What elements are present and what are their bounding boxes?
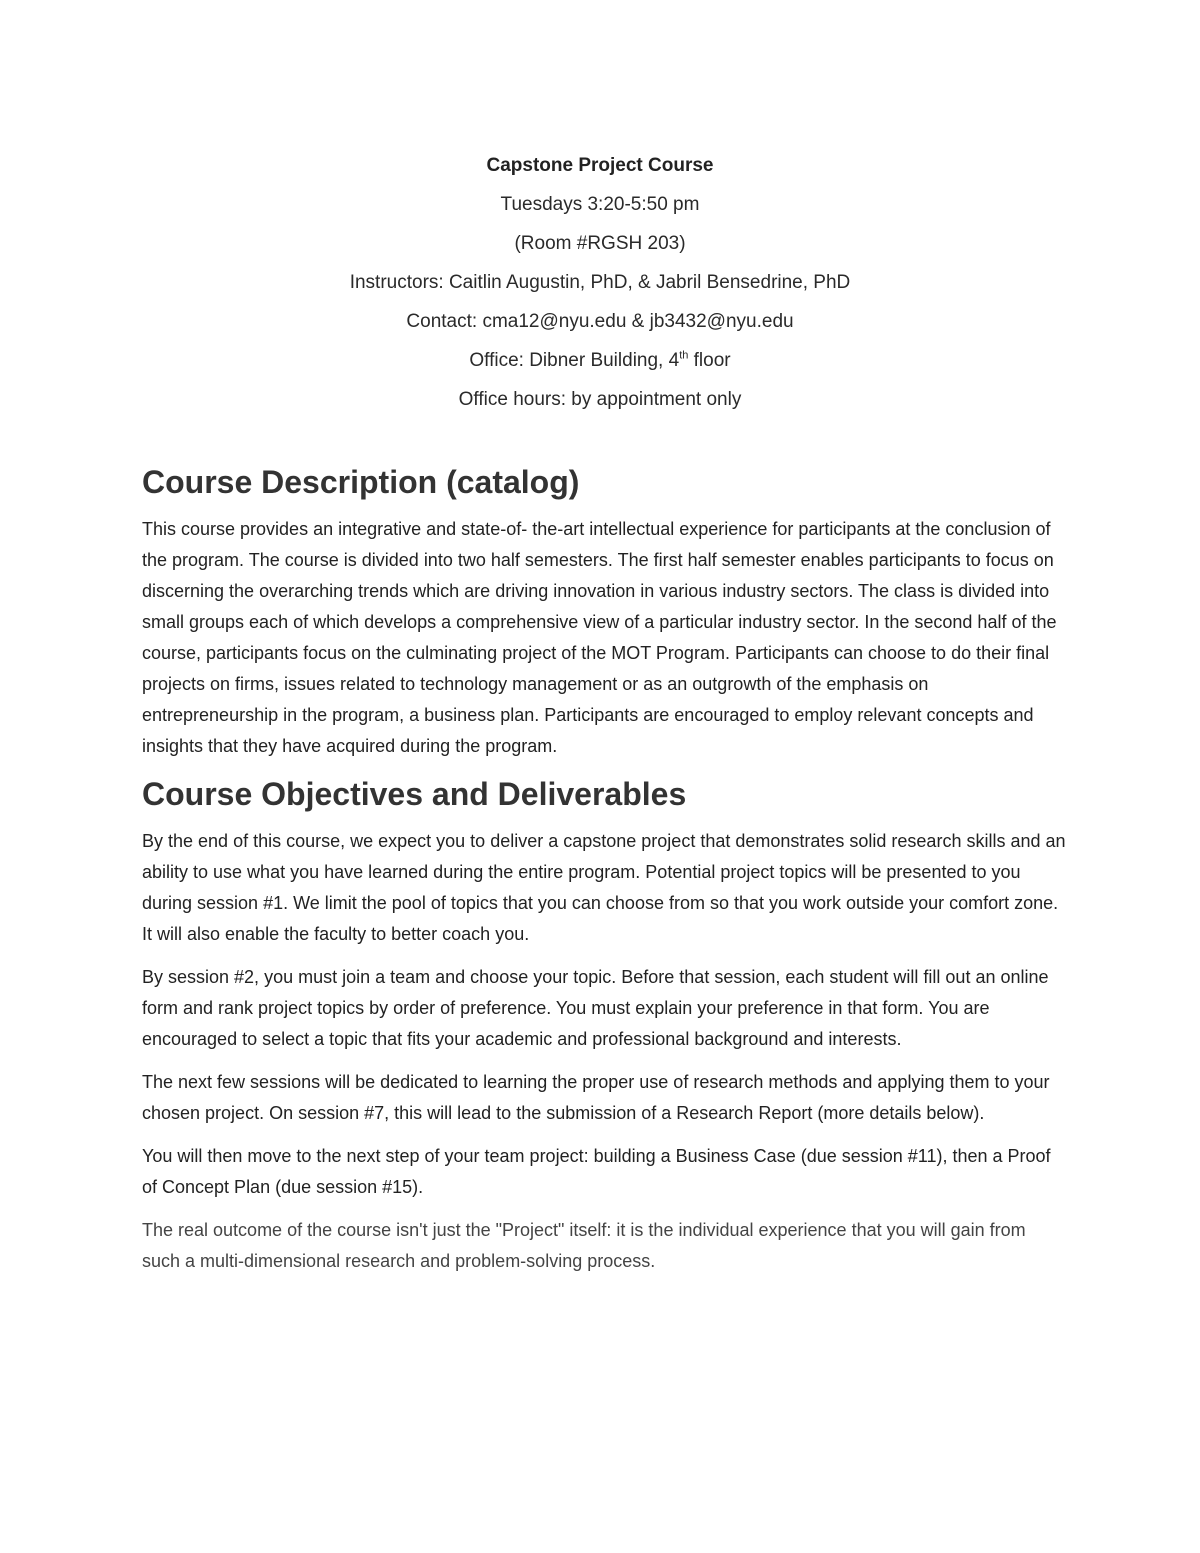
section-heading-objectives: Course Objectives and Deliverables <box>142 776 687 812</box>
course-title: Capstone Project Course <box>486 155 714 176</box>
course-header <box>0 146 1200 419</box>
course-room: (Room #RGSH 203) <box>514 233 686 254</box>
office-suffix: floor <box>688 350 731 371</box>
objectives-paragraph-2: By session #2, you must join a team and choose your topic. Before that session, each student will fill out an online form and rank project topics by order of preference. You must explain your preference in that form. You are encouraged to select a topic that fits your academic and professional background and interests. <box>142 967 1049 1049</box>
section-heading-description: Course Description (catalog) <box>142 464 580 500</box>
objectives-paragraph-5: The real outcome of the course isn't just the "Project" itself: it is the individual experience that you will gain from such a multi-dimensional research and problem-solving process. <box>142 1220 1026 1271</box>
document-body <box>142 460 1067 1277</box>
office-ordinal: th <box>679 349 689 362</box>
office-prefix: Office: Dibner Building, 4 <box>469 350 680 371</box>
objectives-paragraph-4: You will then move to the next step of your team project: building a Business Case (due session #11), then a Proof of Concept Plan (due session #15). <box>142 1146 1051 1197</box>
course-instructors: Instructors: Caitlin Augustin, PhD, & Jabril Bensedrine, PhD <box>349 272 851 293</box>
objectives-paragraph-3: The next few sessions will be dedicated to learning the proper use of research methods and applying them to your chosen project. On session #7, this will lead to the submission of a Research Report (more details below). <box>142 1072 1050 1123</box>
course-schedule: Tuesdays 3:20-5:50 pm <box>500 194 700 215</box>
course-office <box>0 341 1200 380</box>
course-contact: Contact: cma12@nyu.edu & jb3432@nyu.edu <box>406 311 794 332</box>
objectives-paragraph-1: By the end of this course, we expect you to deliver a capstone project that demonstrates solid research skills and an ability to use what you have learned during the entire program. Potential project topics will be presented to you during session #1. We limit the pool of topics that you can choose from so that you work outside your comfort zone. It will also enable the faculty to better coach you. <box>142 831 1066 944</box>
description-paragraph: This course provides an integrative and state-of- the-art intellectual experience for participants at the conclusion of the program. The course is divided into two half semesters. The first half semester enables participants to focus on discerning the overarching trends which are driving innovation in various industry sectors. The class is divided into small groups each of which develops a comprehensive view of a particular industry sector. In the second half of the course, participants focus on the culminating project of the MOT Program. Participants can choose to do their final projects on firms, issues related to technology management or as an outgrowth of the emphasis on entrepreneurship in the program, a business plan. Participants are encouraged to employ relevant concepts and insights that they have acquired during the program. <box>142 519 1057 756</box>
course-office-hours: Office hours: by appointment only <box>458 389 742 410</box>
